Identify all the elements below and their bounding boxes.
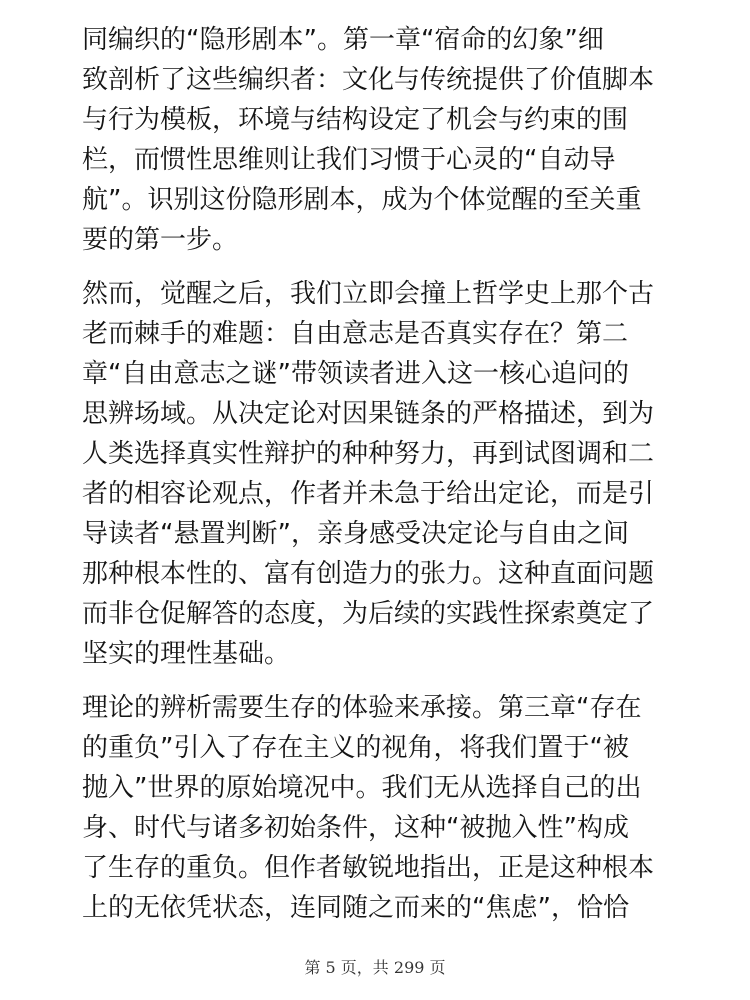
text-line: 的重负”引入了存在主义的视角，将我们置于“被	[82, 733, 629, 763]
text-line: 理论的辨析需要生存的体验来承接。第三章“存在	[82, 693, 642, 723]
text-line: 者的相容论观点，作者并未急于给出定论，而是引	[82, 479, 655, 509]
text-line: 同编织的“隐形剧本”。第一章“宿命的幻象”细	[82, 25, 604, 55]
text-line: 思辨场域。从决定论对因果链条的严格描述，到为	[82, 399, 655, 429]
paragraph-gap	[82, 260, 672, 274]
text-line: 身、时代与诸多初始条件，这种“被抛入性”构成	[82, 813, 629, 843]
paragraph-1	[82, 20, 672, 260]
text-line: 抛入”世界的原始境况中。我们无从选择自己的出	[82, 773, 642, 803]
text-line: 老而棘手的难题：自由意志是否真实存在？第二	[82, 319, 629, 349]
text-line: 章“自由意志之谜”带领读者进入这一核心追问的	[82, 359, 629, 389]
text-line: 然而，觉醒之后，我们立即会撞上哲学史上那个古	[82, 279, 655, 309]
text-line: 人类选择真实性辩护的种种努力，再到试图调和二	[82, 439, 655, 469]
paragraph-2	[82, 274, 672, 674]
text-line: 与行为模板，环境与结构设定了机会与约束的围	[82, 105, 629, 135]
text-line: 那种根本性的、富有创造力的张力。这种直面问题	[82, 559, 655, 589]
page-number: 第 5 页，共 299 页	[304, 958, 446, 977]
paragraph-gap	[82, 674, 672, 688]
text-line: 导读者“悬置判断”，亲身感受决定论与自由之间	[82, 519, 629, 549]
text-line: 要的第一步。	[82, 225, 239, 255]
text-line: 了生存的重负。但作者敏锐地指出，正是这种根本	[82, 853, 655, 883]
text-line: 上的无依凭状态，连同随之而来的“焦虑”，恰恰	[82, 893, 629, 923]
text-line: 栏，而惯性思维则让我们习惯于心灵的“自动导	[82, 145, 616, 175]
body-text	[82, 20, 672, 928]
text-line: 坚实的理性基础。	[82, 639, 291, 669]
text-line: 航”。识别这份隐形剧本，成为个体觉醒的至关重	[82, 185, 642, 215]
text-line: 而非仓促解答的态度，为后续的实践性探索奠定了	[82, 599, 655, 629]
text-line: 致剖析了这些编织者：文化与传统提供了价值脚本	[82, 65, 655, 95]
paragraph-3	[82, 688, 672, 928]
